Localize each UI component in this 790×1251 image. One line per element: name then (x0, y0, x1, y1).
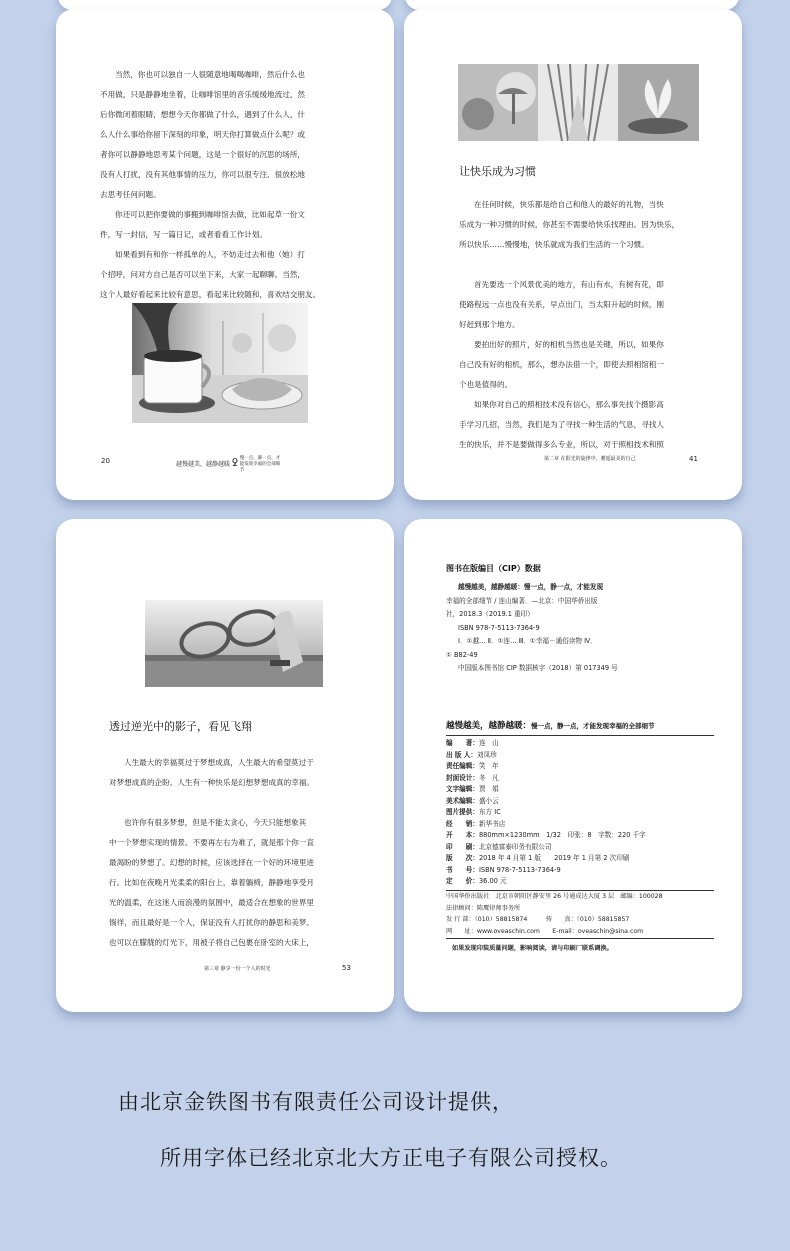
text-line: 没有人打扰，没有其他事情的压力，你可以很专注、很放松地 (100, 170, 306, 179)
text-line: 所以快乐……慢慢地，快乐就成为我们生活的一个习惯。 (459, 240, 649, 249)
glasses-photo (145, 600, 323, 687)
text-line: 你还可以把你要做的事搬到咖啡馆去做，比如起草一份文 (115, 210, 305, 219)
publisher-line: 中国华侨出版社 北京市朝阳区静安里 26 号通成达大厦 3 层 邮编：100028 (446, 893, 663, 900)
page-number: 53 (342, 964, 351, 972)
text-line: 么人什么事给你留下深刻的印象，明天你打算做点什么呢？或 (100, 130, 306, 139)
copyright-page (404, 519, 742, 1012)
text-line: 生的快乐，并不是要做得多么专业，所以，对于照相技术和照 (459, 440, 665, 449)
credit-row: 出 版 人：刘凤珍 (446, 750, 497, 759)
text-line: 手学习几招，当然，我们是为了寻找一种生活的气息，寻找人 (459, 420, 665, 429)
running-footer: 第二章 在阳光的旋律中，邂逅最美的自己 (544, 456, 636, 462)
page41-body (459, 195, 709, 455)
text-line: 个也是值得的。 (459, 380, 513, 389)
text-line: 人生最大的幸福莫过于梦想成真，人生最大的希望莫过于 (124, 758, 314, 767)
publisher-block (446, 891, 714, 937)
divider (446, 735, 714, 736)
book-page-41 (404, 9, 742, 500)
book-title-sub: 慢一点，静一点，才能发现幸福的全部细节 (531, 722, 655, 730)
credit-row: 文字编辑：贾 娟 (446, 785, 499, 793)
text-line: 行。比如在夜晚月光柔柔的阳台上，靠着躺椅，静静地享受月 (109, 878, 315, 887)
cip-line: Ⅰ．①越… Ⅱ．①连… Ⅲ．①幸福－通俗读物 Ⅳ． (458, 637, 597, 645)
book-credits (446, 738, 714, 888)
cip-line: ISBN 978-7-5113-7364-9 (458, 623, 540, 632)
cip-title: 图书在版编目（CIP）数据 (446, 564, 541, 573)
section-heading: 透过逆光中的影子，看见飞翔 (109, 720, 252, 733)
text-line: 使路程远一点也没有关系，早点出门，当太阳升起的时候，刚 (459, 300, 665, 309)
cip-line: ① B82-49 (446, 650, 478, 659)
text-line: 自己没有好的相机，那么，想办法借一个，即使去照相馆租一 (459, 360, 665, 369)
text-line: 在任何时候，快乐都是给自己和他人的最好的礼物，当快 (474, 200, 664, 209)
text-line: 当然，你也可以独自一人很随意地喝喝咖啡，然后什么也 (115, 70, 305, 79)
text-line: 个招呼，问对方自己是否可以坐下来，大家一起聊聊。当然， (100, 270, 306, 279)
divider (446, 938, 714, 939)
footer-flourish: ꝿ (231, 458, 238, 469)
page-number: 41 (689, 455, 698, 463)
page20-body (100, 65, 350, 305)
section-heading: 让快乐成为习惯 (459, 165, 536, 178)
credit-row: 编 著：连 山 (446, 739, 499, 747)
text-line: 徜徉，而且最好是一个人，保证没有人打扰你的静思和美梦。 (109, 918, 315, 927)
font-license-line: 所用字体已经北京北大方正电子有限公司授权。 (160, 1146, 622, 1170)
text-line: 去思考任何问题。 (100, 190, 161, 199)
credit-row: 书 号：ISBN 978-7-5113-7364-9 (446, 865, 561, 874)
text-line: 乐成为一种习惯的时候，你甚至不需要给快乐找理由。因为快乐， (459, 220, 680, 229)
publisher-line: 网 址：www.oveaschin.com E-mail：oveaschin@sina.com (446, 927, 644, 935)
text-line: 最渴盼的梦想了。幻想的时候，应该选择在一个好的环境里进 (109, 858, 315, 867)
cip-block (446, 581, 706, 676)
text-line: 首先要选一个风景优美的地方，有山有水，有树有花，即 (474, 280, 664, 289)
cip-line: 幸福的全部细节 / 连山编著．—北京：中国华侨出版 (446, 596, 598, 605)
credit-row: 定 价：36.00 元 (446, 877, 507, 885)
text-line: 者你可以静静地思考某个问题，这是一个很好的沉思的场所， (100, 150, 306, 159)
credit-row: 经 销：新华书店 (446, 819, 506, 828)
publisher-line: 法律顾问：陈鹰律师事务所 (446, 904, 521, 912)
book-title-main: 越慢越美，越静越暖： (446, 721, 532, 731)
credit-row: 印 刷：北京德富泰印务有限公司 (446, 842, 552, 851)
cip-number: 中国版本图书馆 CIP 数据核字（2018）第 017349 号 (458, 664, 618, 672)
text-line: 好赶到那个地方。 (459, 320, 520, 329)
print-notice: 如果发现印装质量问题，影响阅读，请与印刷厂联系调换。 (452, 945, 613, 952)
text-line: 中一个梦想实现的情景。不要再左右为难了，就是那个你一直 (109, 838, 315, 847)
running-footer: 第三章 静享一份一个人的时光 (204, 966, 271, 972)
nature-photo-strip (458, 64, 699, 141)
credit-row: 图片提供：东方 IC (446, 808, 501, 816)
page-number: 20 (101, 457, 110, 465)
publisher-line: 发 行 部：（010）58815874 传 真：（010）58815857 (446, 916, 630, 923)
text-line: 不用做，只是静静地坐着，让咖啡馆里的音乐缓缓地流过，然 (100, 90, 306, 99)
footer-title: 越慢越美，越静越暖 (176, 461, 231, 468)
footer-subtitle: 慢一点，静一点，才能发现幸福的全部细节 (239, 455, 281, 473)
text-line: 这个人最好看起来比较有意思，看起来比较随和，喜欢结交朋友。 (100, 290, 321, 299)
book-title (446, 719, 655, 731)
running-footer (176, 455, 284, 474)
text-line: 件，写一封信，写一篇日记，或者看看工作计划。 (100, 230, 268, 239)
text-line: 如果你对自己的照相技术没有信心，那么事先找个摄影高 (474, 400, 664, 409)
design-credit-line: 由北京金铁图书有限责任公司设计提供， (118, 1090, 514, 1114)
text-line: 后你微闭着眼睛，想想今天你都做了什么，遇到了什么人，什 (100, 110, 306, 119)
credit-row: 封面设计：冬 凡 (446, 773, 499, 782)
text-line: 也许你有很多梦想，但是不能太贪心，今天只能想象其 (124, 818, 307, 827)
text-line: 要拍出好的照片，好的相机当然也是关键，所以，如果你 (474, 340, 664, 349)
book-page-20 (56, 9, 394, 500)
page53-body (109, 753, 359, 953)
credit-row: 责任编辑：笑 年 (446, 762, 499, 770)
coffee-photo (132, 303, 308, 423)
cip-line: 社，2018.3（2019.1 重印） (446, 610, 534, 618)
book-page-53 (56, 519, 394, 1012)
cip-line: 越慢越美，越静越暖：慢一点，静一点，才能发现 (458, 583, 604, 591)
credit-row: 版 次：2018 年 4 月第 1 版 2019 年 1 月第 2 次印刷 (446, 854, 630, 862)
text-line: 如果看到有和你一样孤单的人，不妨走过去和他（她）打 (115, 250, 305, 259)
text-line: 也可以在朦胧的灯光下，用被子将自己包裹在卧室的大床上， (109, 938, 315, 947)
credit-row: 开 本：880mm×1230mm 1/32 印张：8 字数：220 千字 (446, 831, 646, 839)
text-line: 对梦想成真的企盼。人生有一种快乐是幻想梦想成真的幸福。 (109, 778, 315, 787)
text-line: 光的温柔，在这迷人而浪漫的氛围中，最适合在想象的世界里 (109, 898, 315, 907)
credit-row: 美术编辑：盛小云 (446, 796, 499, 805)
